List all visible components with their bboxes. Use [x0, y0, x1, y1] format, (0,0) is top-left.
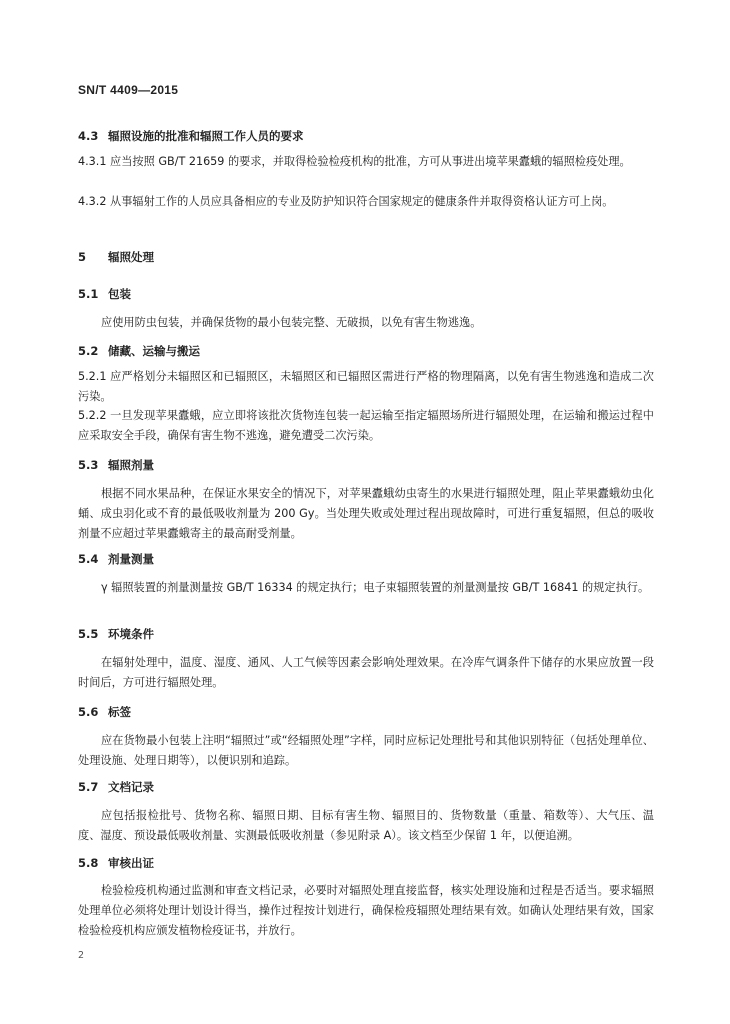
clause-4-3-1: 4.3.1 应当按照 GB/T 21659 的要求，并取得检验检疫机构的批准，方可从事进出境苹果蠹蛾的辐照检疫处理。 — [78, 155, 631, 168]
section-number: 5.4 — [78, 552, 99, 566]
section-number: 5.7 — [78, 780, 99, 794]
section-5-6-heading — [78, 705, 131, 719]
section-5-8-heading — [78, 856, 154, 870]
section-number: 5.8 — [78, 856, 99, 870]
section-5-3-heading — [78, 458, 154, 472]
clause-5-7-text: 应包括报检批号、货物名称、辐照日期、目标有害生物、辐照目的、货物数量（重量、箱数等）、大气压、温度、湿度、预设最低吸收剂量、实测最低吸收剂量（参见附录 A）。该文档至少保留 1 年，以便追溯。 — [78, 809, 654, 842]
section-title: 剂量测量 — [108, 552, 154, 566]
section-title: 储藏、运输与搬运 — [108, 344, 200, 358]
section-title: 环境条件 — [108, 627, 154, 641]
section-5-5-heading — [78, 627, 154, 641]
clause-5-2-1: 5.2.1 应严格划分未辐照区和已辐照区，未辐照区和已辐照区需进行严格的物理隔离，以免有害生物逃逸和造成二次污染。 — [78, 370, 654, 403]
clause-5-2-2: 5.2.2 一旦发现苹果蠹蛾，应立即将该批次货物连包装一起运输至指定辐照场所进行辐照处理，在运输和搬运过程中应采取安全手段，确保有害生物不逃逸，避免遭受二次污染。 — [78, 409, 654, 442]
section-number: 5 — [78, 250, 87, 264]
clause-5-3-text: 根据不同水果品种，在保证水果安全的情况下，对苹果蠹蛾幼虫寄生的水果进行辐照处理，阻止苹果蠹蛾幼虫化蛹、成虫羽化或不育的最低吸收剂量为 200 Gy。当处理失败或处理过程出现故障时，可进行重复辐照，但总的吸收剂量不应超过苹果蠹蛾寄主的最高耐受剂量。 — [78, 487, 654, 540]
section-title: 包装 — [108, 287, 131, 301]
section-title: 辐照处理 — [108, 250, 154, 264]
clause-5-4-text: γ 辐照装置的剂量测量按 GB/T 16334 的规定执行；电子束辐照装置的剂量测量按 GB/T 16841 的规定执行。 — [101, 581, 650, 594]
section-5-7-heading — [78, 780, 154, 794]
section-number: 5.1 — [78, 287, 99, 301]
section-number: 4.3 — [78, 129, 99, 143]
section-number: 5.3 — [78, 458, 99, 472]
section-5-heading — [78, 250, 154, 264]
clause-5-8-text: 检验检疫机构通过监测和审查文档记录，必要时对辐照处理直接监督，核实处理设施和过程是否适当。要求辐照处理单位必须将处理计划设计得当，操作过程按计划进行，确保检疫辐照处理结果有效。如确认处理结果有效，国家检验检疫机构应颁发植物检疫证书，并放行。 — [78, 884, 654, 937]
page-number: 2 — [78, 950, 85, 961]
section-5-4-heading — [78, 552, 154, 566]
section-number: 5.6 — [78, 705, 99, 719]
section-5-2-heading — [78, 344, 200, 358]
section-title: 审核出证 — [108, 856, 154, 870]
clause-5-5-text: 在辐射处理中，温度、湿度、通风、人工气候等因素会影响处理效果。在冷库气调条件下储存的水果应放置一段时间后，方可进行辐照处理。 — [78, 656, 654, 689]
section-title: 辐照设施的批准和辐照工作人员的要求 — [108, 129, 304, 143]
section-5-1-heading — [78, 287, 131, 301]
clause-4-3-2: 4.3.2 从事辐射工作的人员应具备相应的专业及防护知识符合国家规定的健康条件并取得资格认证方可上岗。 — [78, 195, 614, 208]
clause-5-1-text: 应使用防虫包装，并确保货物的最小包装完整、无破损，以免有害生物逃逸。 — [101, 316, 482, 329]
section-title: 文档记录 — [108, 780, 154, 794]
clause-5-6-text: 应在货物最小包装上注明“辐照过”或“经辐照处理”字样，同时应标记处理批号和其他识别特征（包括处理单位、处理设施、处理日期等），以便识别和追踪。 — [78, 734, 654, 767]
section-number: 5.5 — [78, 627, 99, 641]
section-title: 辐照剂量 — [108, 458, 154, 472]
section-title: 标签 — [108, 705, 131, 719]
standard-code-header: SN/T 4409—2015 — [78, 83, 179, 97]
section-4-3-heading — [78, 129, 304, 143]
section-number: 5.2 — [78, 344, 99, 358]
